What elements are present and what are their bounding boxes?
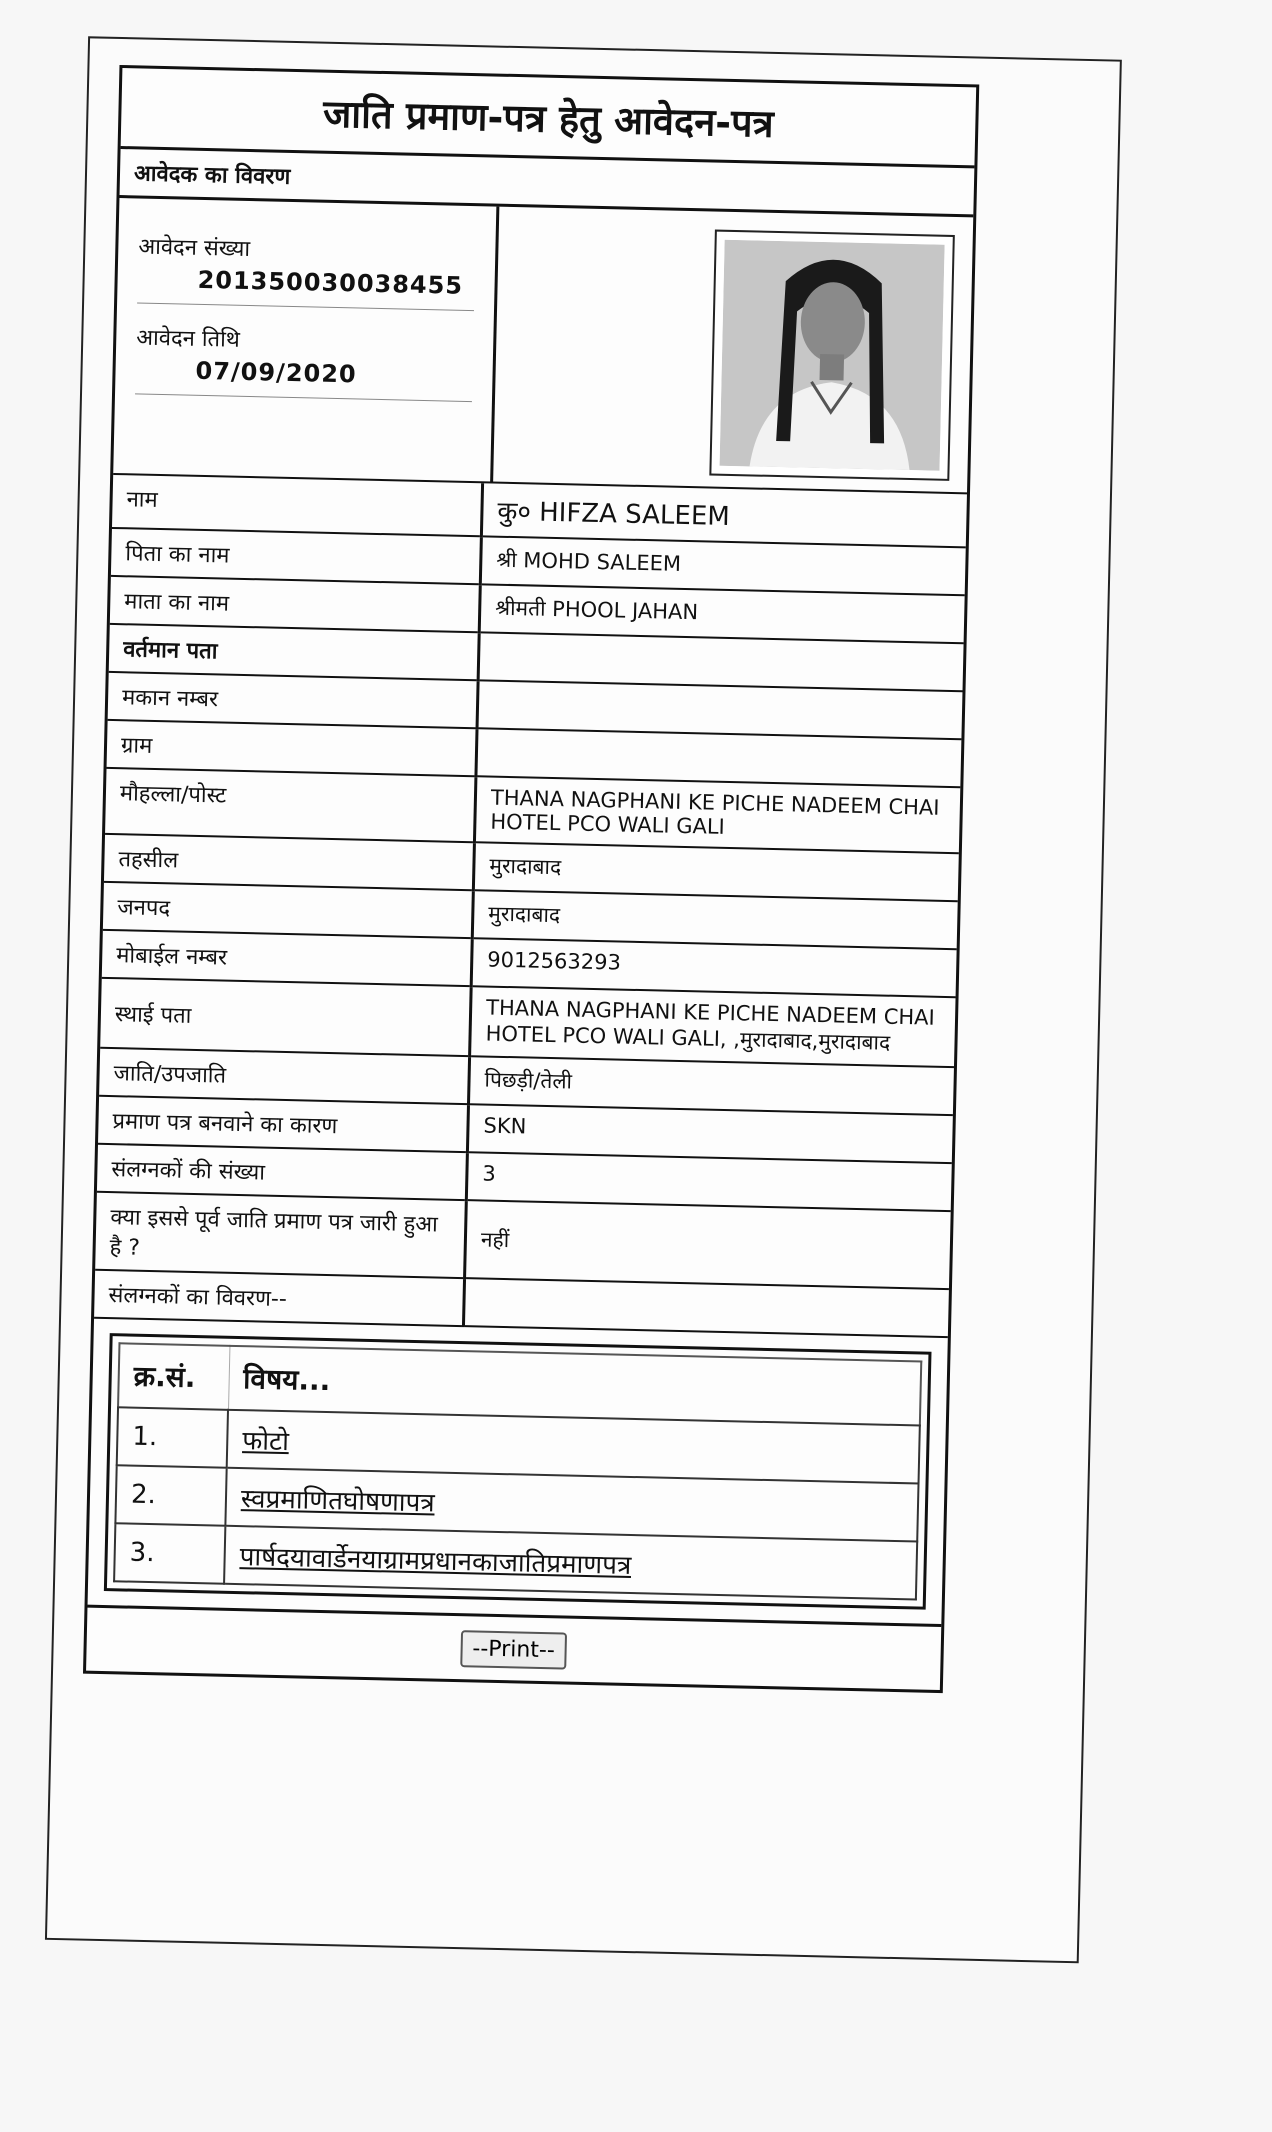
divider xyxy=(135,393,472,402)
application-header xyxy=(113,198,973,494)
form-title: जाति प्रमाण-पत्र हेतु आवेदन-पत्र xyxy=(121,68,977,168)
attachment-count-label: संलग्नकों की संख्या xyxy=(97,1144,467,1200)
attachments-box xyxy=(104,1333,932,1610)
caste-value: पिछड़ी/तेली xyxy=(469,1056,954,1115)
attachments-table xyxy=(113,1342,922,1600)
reason-label: प्रमाण पत्र बनवाने का कारण xyxy=(98,1096,468,1152)
attachment-link-photo[interactable]: फोटो xyxy=(241,1426,290,1458)
portrait-image xyxy=(720,240,945,471)
divider xyxy=(137,302,474,311)
application-info xyxy=(113,198,499,482)
application-form xyxy=(83,65,979,1693)
mother-name-value: श्रीमती PHOOL JAHAN xyxy=(479,584,964,643)
serial-number: 3. xyxy=(114,1523,225,1583)
application-number: 201350030038455 xyxy=(197,265,464,300)
village-label: ग्राम xyxy=(107,720,477,776)
mobile-value: 9012563293 xyxy=(471,938,956,997)
applicant-details-table xyxy=(94,475,967,1338)
name-value: कु० HIFZA SALEEM xyxy=(481,483,967,547)
applicant-photo xyxy=(709,230,955,481)
mother-name-label: माता का नाम xyxy=(110,576,480,632)
district-value: मुरादाबाद xyxy=(472,890,957,949)
attachment-link-self-declaration[interactable]: स्वप्रमाणितघोषणापत्र xyxy=(240,1484,436,1519)
serial-number-header: क्र.सं. xyxy=(118,1343,229,1409)
photo-cell xyxy=(493,207,973,493)
mobile-label: मोबाईल नम्बर xyxy=(102,930,472,986)
application-date-label: आवेदन तिथि xyxy=(136,325,241,353)
attachment-details-label: संलग्नकों का विवरण-- xyxy=(94,1270,464,1326)
section-heading: आवेदक का विवरण xyxy=(119,149,974,217)
tehsil-value: मुरादाबाद xyxy=(473,842,958,901)
house-number-label: मकान नम्बर xyxy=(108,672,478,728)
father-name-label: पिता का नाम xyxy=(111,528,481,584)
father-name-value: श्री MOHD SALEEM xyxy=(480,536,965,595)
document-page xyxy=(45,36,1122,1963)
name-label: नाम xyxy=(112,475,483,536)
tehsil-label: तहसील xyxy=(104,834,474,890)
locality-label: मौहल्ला/पोस्ट xyxy=(105,768,476,842)
permanent-address-value: THANA NAGPHANI KE PICHE NADEEM CHAI HOTEL PCO WALI GALI, ,मुरादाबाद,मुरादाबाद xyxy=(470,986,956,1067)
previous-certificate-value: नहीं xyxy=(465,1200,951,1289)
attachment-count-value: 3 xyxy=(466,1152,951,1211)
application-date: 07/09/2020 xyxy=(195,356,357,389)
previous-certificate-label: क्या इससे पूर्व जाति प्रमाण पत्र जारी हुआ है ? xyxy=(95,1192,466,1278)
attachment-link-caste-certificate[interactable]: पार्षदयावार्डेनयाग्रामप्रधानकाजातिप्रमाणपत्र xyxy=(239,1542,632,1581)
print-button[interactable]: --Print-- xyxy=(460,1630,567,1669)
locality-value: THANA NAGPHANI KE PICHE NADEEM CHAI HOTEL PCO WALI GALI xyxy=(474,776,960,853)
serial-number: 1. xyxy=(117,1407,228,1467)
form-footer xyxy=(86,1605,941,1690)
application-number-label: आवेदन संख्या xyxy=(138,234,251,262)
serial-number: 2. xyxy=(115,1465,226,1525)
attachment-details-value xyxy=(463,1278,948,1337)
reason-value: SKN xyxy=(467,1104,952,1163)
permanent-address-label: स्थाई पता xyxy=(100,978,471,1056)
caste-label: जाति/उपजाति xyxy=(99,1048,469,1104)
district-label: जनपद xyxy=(103,882,473,938)
subject-header: विषय... xyxy=(228,1346,921,1426)
current-address-label: वर्तमान पता xyxy=(109,624,479,680)
